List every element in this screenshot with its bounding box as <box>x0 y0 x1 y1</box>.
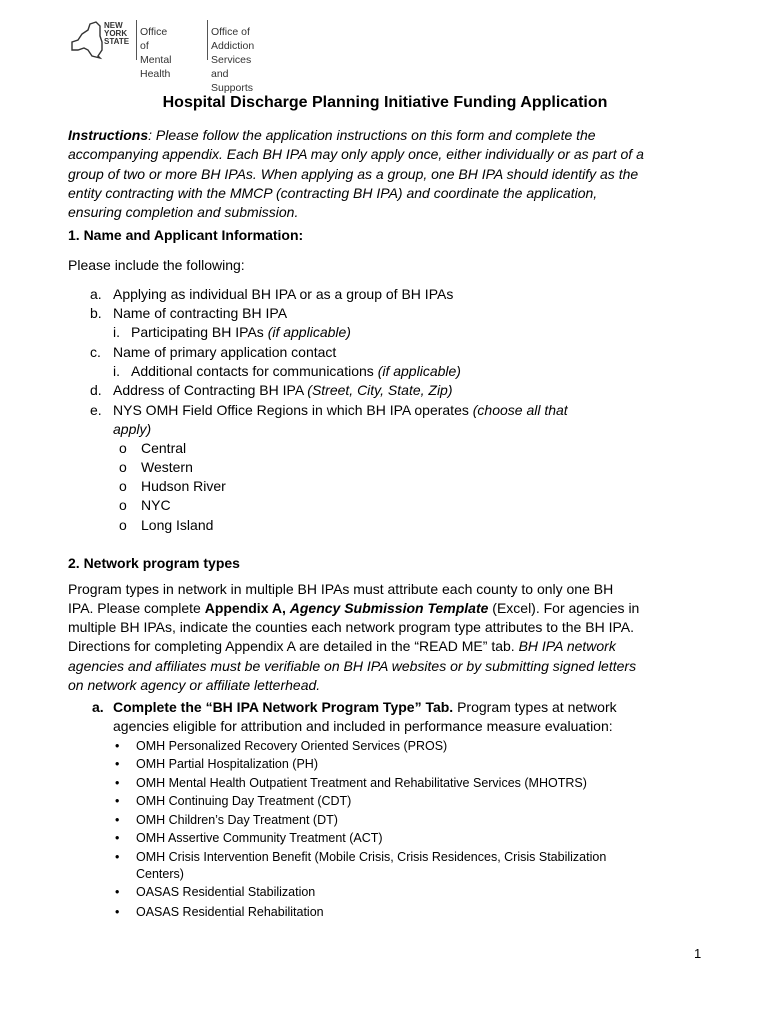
region-marker: o <box>119 497 127 513</box>
list-item: Complete the “BH IPA Network Program Type” Tab. Program types at network <box>113 699 617 715</box>
region-marker: o <box>119 517 127 533</box>
program-type-item: OASAS Residential Stabilization <box>136 885 316 899</box>
section1-heading: 1. Name and Applicant Information: <box>68 227 304 243</box>
oasas-logo-text: Office of Addiction Services and Supports <box>211 26 255 94</box>
program-type-item: OASAS Residential Rehabilitation <box>136 905 324 919</box>
list-marker: a. <box>92 699 104 715</box>
bullet-icon: • <box>115 850 120 864</box>
section2-paragraph-line: agencies and affiliates must be verifiable on BH IPA websites or by submitting signed letters <box>68 658 637 674</box>
list-marker: i. <box>113 363 120 379</box>
bullet-icon: • <box>115 885 120 899</box>
program-type-item: OMH Personalized Recovery Oriented Services (PROS) <box>136 739 448 753</box>
list-item-continuation: apply) <box>113 421 152 437</box>
region-marker: o <box>119 478 127 494</box>
instructions-line: entity contracting with the MMCP (contracting BH IPA) and coordinate the application, <box>68 185 598 201</box>
instructions-label: Instructions <box>68 127 149 143</box>
list-marker: b. <box>90 305 102 321</box>
region-item: Western <box>141 459 193 475</box>
section2-paragraph-line: Program types in network in multiple BH IPAs must attribute each county to only one BH <box>68 581 614 597</box>
instructions-line: Instructions: Please follow the application instructions on this form and complete the <box>68 127 596 143</box>
new-york-state-map-icon <box>70 20 104 60</box>
section1-intro: Please include the following: <box>68 257 245 273</box>
state-logo-text: NEW YORK STATE <box>104 21 130 46</box>
header-divider <box>207 20 208 60</box>
bullet-icon: • <box>115 794 120 808</box>
section2-paragraph-line: multiple BH IPAs, indicate the counties each network program type attributes to the BH IPA. <box>68 619 634 635</box>
bullet-icon: • <box>115 739 120 753</box>
region-marker: o <box>119 459 127 475</box>
instructions-line: ensuring completion and submission. <box>68 204 299 220</box>
instructions-line: accompanying appendix. Each BH IPA may only apply once, either individually or as part of a <box>68 146 644 162</box>
header-divider <box>136 20 137 60</box>
region-item: Hudson River <box>141 478 226 494</box>
section2-paragraph-line: Directions for completing Appendix A are detailed in the “READ ME” tab. BH IPA network <box>68 638 616 654</box>
list-item: Name of contracting BH IPA <box>113 305 288 321</box>
list-item: Additional contacts for communications (if applicable) <box>131 363 461 379</box>
region-item: Long Island <box>141 517 214 533</box>
page-number: 1 <box>694 946 702 961</box>
program-type-item: OMH Children’s Day Treatment (DT) <box>136 813 338 827</box>
program-type-item: OMH Continuing Day Treatment (CDT) <box>136 794 352 808</box>
bullet-icon: • <box>115 831 120 845</box>
list-item: NYS OMH Field Office Regions in which BH IPA operates (choose all that <box>113 402 568 418</box>
program-type-item: OMH Crisis Intervention Benefit (Mobile Crisis, Crisis Residences, Crisis Stabilization <box>136 850 607 864</box>
program-type-item-continuation: Centers) <box>136 867 184 881</box>
list-marker: e. <box>90 402 102 418</box>
section2-paragraph-line: on network agency or affiliate letterhead. <box>68 677 321 693</box>
list-marker: a. <box>90 286 102 302</box>
section2-heading: 2. Network program types <box>68 555 240 571</box>
region-item: NYC <box>141 497 171 513</box>
list-marker: i. <box>113 324 120 340</box>
bullet-icon: • <box>115 757 120 771</box>
list-marker: c. <box>90 344 101 360</box>
list-item: Name of primary application contact <box>113 344 337 360</box>
list-item: Applying as individual BH IPA or as a group of BH IPAs <box>113 286 454 302</box>
page-title: Hospital Discharge Planning Initiative Funding Application <box>162 94 608 111</box>
bullet-icon: • <box>115 776 120 790</box>
program-type-item: OMH Mental Health Outpatient Treatment and Rehabilitative Services (MHOTRS) <box>136 776 587 790</box>
bullet-icon: • <box>115 813 120 827</box>
region-marker: o <box>119 440 127 456</box>
program-type-item: OMH Assertive Community Treatment (ACT) <box>136 831 383 845</box>
list-item: Participating BH IPAs (if applicable) <box>131 324 351 340</box>
bullet-icon: • <box>115 905 120 919</box>
list-marker: d. <box>90 382 102 398</box>
list-item: Address of Contracting BH IPA (Street, City, State, Zip) <box>113 382 453 398</box>
omh-logo-text: Office of Mental Health <box>140 26 172 80</box>
list-item-continuation: agencies eligible for attribution and included in performance measure evaluation: <box>113 718 613 734</box>
section2-paragraph-line: IPA. Please complete Appendix A, Agency Submission Template (Excel). For agencies in <box>68 600 640 616</box>
program-type-item: OMH Partial Hospitalization (PH) <box>136 757 318 771</box>
instructions-line: group of two or more BH IPAs. When applying as a group, one BH IPA should identify as the <box>68 166 639 182</box>
region-item: Central <box>141 440 187 456</box>
